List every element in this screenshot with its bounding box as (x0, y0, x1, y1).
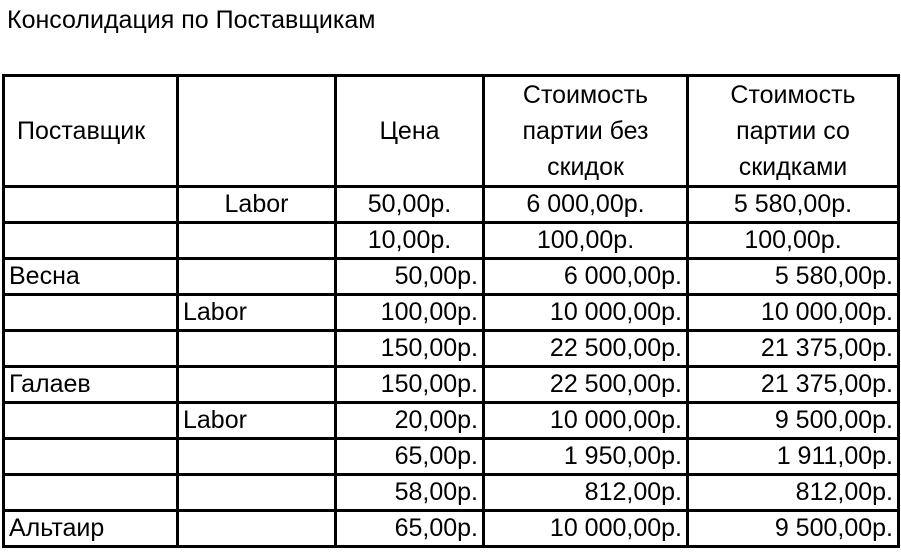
cell-cost-discount: 1 911,00р. (688, 439, 899, 475)
table-row (4, 475, 899, 511)
cell-cost-discount: 9 500,00р. (688, 511, 899, 547)
cell-price: 10,00р. (336, 223, 484, 259)
cell-supplier (4, 331, 178, 367)
cell-price: 100,00р. (336, 295, 484, 331)
table-row (4, 295, 899, 331)
header-cost-no-discount: Стоимость партии без скидок (484, 76, 688, 187)
cell-supplier (4, 187, 178, 223)
cell-price: 50,00р. (336, 259, 484, 295)
table-row (4, 367, 899, 403)
cell-price: 65,00р. (336, 439, 484, 475)
cell-cost-no-discount: 10 000,00р. (484, 403, 688, 439)
page-title: Консолидация по Поставщикам (7, 6, 376, 34)
cell-category (178, 475, 336, 511)
cell-cost-no-discount: 10 000,00р. (484, 511, 688, 547)
table-row (4, 331, 899, 367)
cell-cost-no-discount: 100,00р. (484, 223, 688, 259)
header-category (178, 76, 336, 187)
consolidation-table (2, 74, 900, 548)
table-body (4, 76, 899, 547)
cell-category (178, 511, 336, 547)
cell-price: 50,00р. (336, 187, 484, 223)
table-row (4, 439, 899, 475)
cell-cost-no-discount: 6 000,00р. (484, 187, 688, 223)
cell-supplier (4, 403, 178, 439)
header-supplier: Поставщик (4, 76, 178, 187)
cell-cost-discount: 812,00р. (688, 475, 899, 511)
cell-cost-no-discount: 6 000,00р. (484, 259, 688, 295)
cell-cost-discount: 21 375,00р. (688, 331, 899, 367)
cell-price: 58,00р. (336, 475, 484, 511)
cell-supplier (4, 295, 178, 331)
cell-cost-no-discount: 1 950,00р. (484, 439, 688, 475)
cell-price: 65,00р. (336, 511, 484, 547)
header-cost-discount: Стоимость партии со скидками (688, 76, 899, 187)
cell-category (178, 331, 336, 367)
table-header-row (4, 76, 899, 187)
cell-price: 150,00р. (336, 367, 484, 403)
cell-cost-discount: 21 375,00р. (688, 367, 899, 403)
cell-category: Labor (178, 187, 336, 223)
header-price: Цена (336, 76, 484, 187)
cell-cost-discount: 100,00р. (688, 223, 899, 259)
cell-cost-discount: 9 500,00р. (688, 403, 899, 439)
table-row (4, 187, 899, 223)
table-row (4, 259, 899, 295)
cell-category: Labor (178, 403, 336, 439)
cell-supplier (4, 439, 178, 475)
table-row (4, 511, 899, 547)
cell-supplier (4, 475, 178, 511)
cell-category (178, 223, 336, 259)
cell-cost-discount: 5 580,00р. (688, 259, 899, 295)
cell-category (178, 367, 336, 403)
cell-price: 20,00р. (336, 403, 484, 439)
cell-cost-discount: 5 580,00р. (688, 187, 899, 223)
cell-category (178, 439, 336, 475)
cell-supplier: Альтаир (4, 511, 178, 547)
cell-cost-no-discount: 10 000,00р. (484, 295, 688, 331)
cell-category (178, 259, 336, 295)
cell-cost-no-discount: 22 500,00р. (484, 331, 688, 367)
table-row (4, 403, 899, 439)
cell-price: 150,00р. (336, 331, 484, 367)
cell-category: Labor (178, 295, 336, 331)
cell-cost-discount: 10 000,00р. (688, 295, 899, 331)
cell-supplier: Галаев (4, 367, 178, 403)
table-row (4, 223, 899, 259)
cell-supplier: Весна (4, 259, 178, 295)
cell-cost-no-discount: 812,00р. (484, 475, 688, 511)
cell-cost-no-discount: 22 500,00р. (484, 367, 688, 403)
cell-supplier (4, 223, 178, 259)
